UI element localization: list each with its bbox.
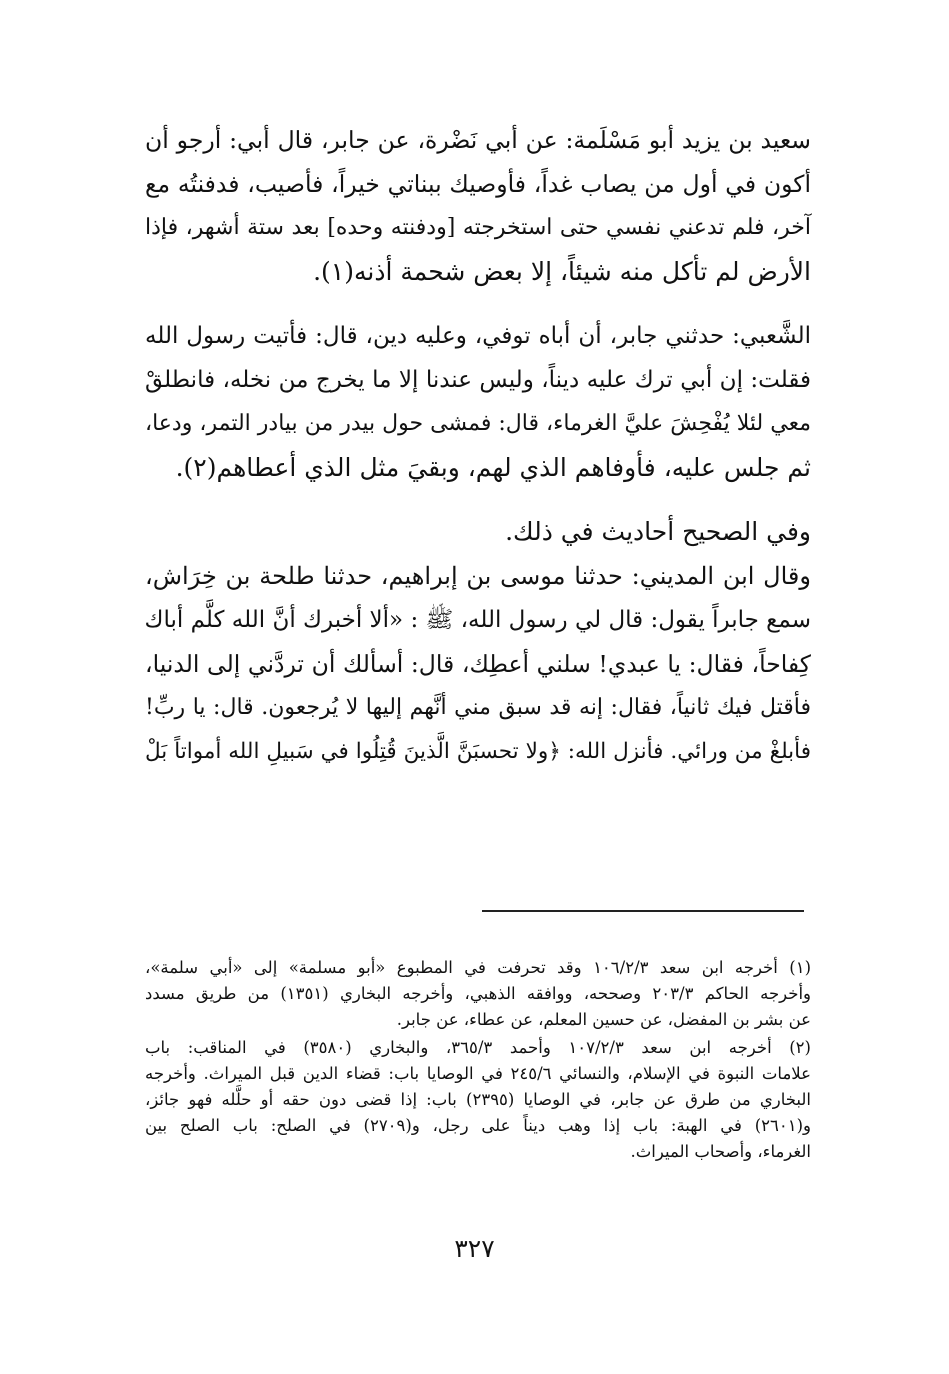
text-line: فأقتل فيك ثانياً، فقال: إنه قد سبق مني أنَّهم إليها لا يُرجعون. قال: يا ربِّ!: [145, 695, 811, 720]
text-line: سعيد بن يزيد أبو مَسْلَمة: عن أبي نَضْرة، عن جابر، قال أبي: أرجو أن: [145, 126, 811, 154]
main-text: [145, 118, 811, 774]
footnote-1: [145, 955, 811, 1033]
paragraph-2: [145, 314, 811, 490]
paragraph-4: [145, 554, 811, 774]
paragraph-1: [145, 118, 811, 294]
footnote-line: علامات النبوة في الإسلام، والنسائي ٢٤٥/٦ في الوصايا باب: قضاء الدين قبل الميراث. وأخرجه: [145, 1064, 811, 1083]
text-line: الأرض لم تأكل منه شيئاً، إلا بعض شحمة أذنه(١).: [313, 257, 811, 286]
text-line: ثم جلس عليه، فأوفاهم الذي لهم، وبقيَ مثل الذي أعطاهم(٢).: [175, 453, 811, 482]
footnote-line: البخاري من طرق عن جابر، في الوصايا (٢٣٩٥) باب: إذا قضى دون حقه أو حلَّله فهو جائز،: [145, 1090, 811, 1109]
text-line: فأبلغْ من ورائي. فأنزل الله: ﴿ولا تحسبَنَّ الَّذينَ قُتِلُوا في سَبيلِ الله أمواتاً بَلْ: [145, 739, 811, 764]
footnotes: [145, 955, 811, 1165]
footnote-line: و(٢٦٠١) في الهبة: باب إذا وهب ديناً على رجل، و(٢٧٠٩) في الصلح: باب الصلح بين: [145, 1116, 812, 1135]
paragraph-gap: [145, 294, 811, 314]
paragraph-3: [145, 510, 811, 554]
footnote-line: وأخرجه الحاكم ٢٠٣/٣ وصححه، ووافقه الذهبي، وأخرجه البخاري (١٣٥١) من طريق مسدد: [145, 984, 811, 1003]
footnote-separator: [482, 910, 804, 912]
text-line: الشَّعبي: حدثني جابر، أن أباه توفي، وعليه دين، قال: فأتيت رسول الله: [145, 323, 811, 349]
footnote-line: عن بشر بن المفضل، عن حسين المعلم، عن عطاء، عن جابر.: [396, 1010, 811, 1029]
footnote-2: [145, 1035, 811, 1165]
footnote-line: (١) أخرجه ابن سعد ١٠٦/٢/٣ وقد تحرفت في المطبوع «أبو مسلمة» إلى «أبي سلمة»،: [145, 958, 811, 977]
footnote-line: الغرماء، وأصحاب الميراث.: [630, 1142, 811, 1161]
text-line: وفي الصحيح أحاديث في ذلك.: [505, 517, 811, 546]
text-line: معي لئلا يُفْحِشَ عليَّ الغرماء، قال: فمشى حول بيدر من بيادر التمر، ودعا،: [145, 411, 811, 436]
text-line: فقلت: إن أبي ترك عليه ديناً، وليس عندنا إلا ما يخرج من نخله، فانطلقْ: [145, 367, 811, 393]
text-line: وقال ابن المديني: حدثنا موسى بن إبراهيم، حدثنا طلحة بن خِرَاش،: [145, 562, 811, 590]
text-line: أكون في أول من يصاب غداً، فأوصيك ببناتي خيراً، فأصيب، فدفنتُه مع: [145, 170, 811, 198]
text-line: كِفاحاً، فقال: يا عبدي! سلني أعطِك، قال: أسألك أن تردَّني إلى الدنيا،: [145, 650, 811, 678]
text-line: آخر، فلم تدعني نفسي حتى استخرجته [ودفنته وحده] بعد ستة أشهر، فإذا: [145, 215, 811, 240]
text-line: سمع جابراً يقول: قال لي رسول الله، ﷺ : «ألا أخبرك أنَّ الله كلَّم أباك: [144, 607, 811, 633]
page-number: ٣٢٧: [454, 1234, 495, 1263]
footnote-line: (٢) أخرجه ابن سعد ١٠٧/٢/٣ وأحمد ٣٦٥/٣، والبخاري (٣٥٨٠) في المناقب: باب: [145, 1038, 811, 1057]
paragraph-gap: [145, 490, 811, 510]
